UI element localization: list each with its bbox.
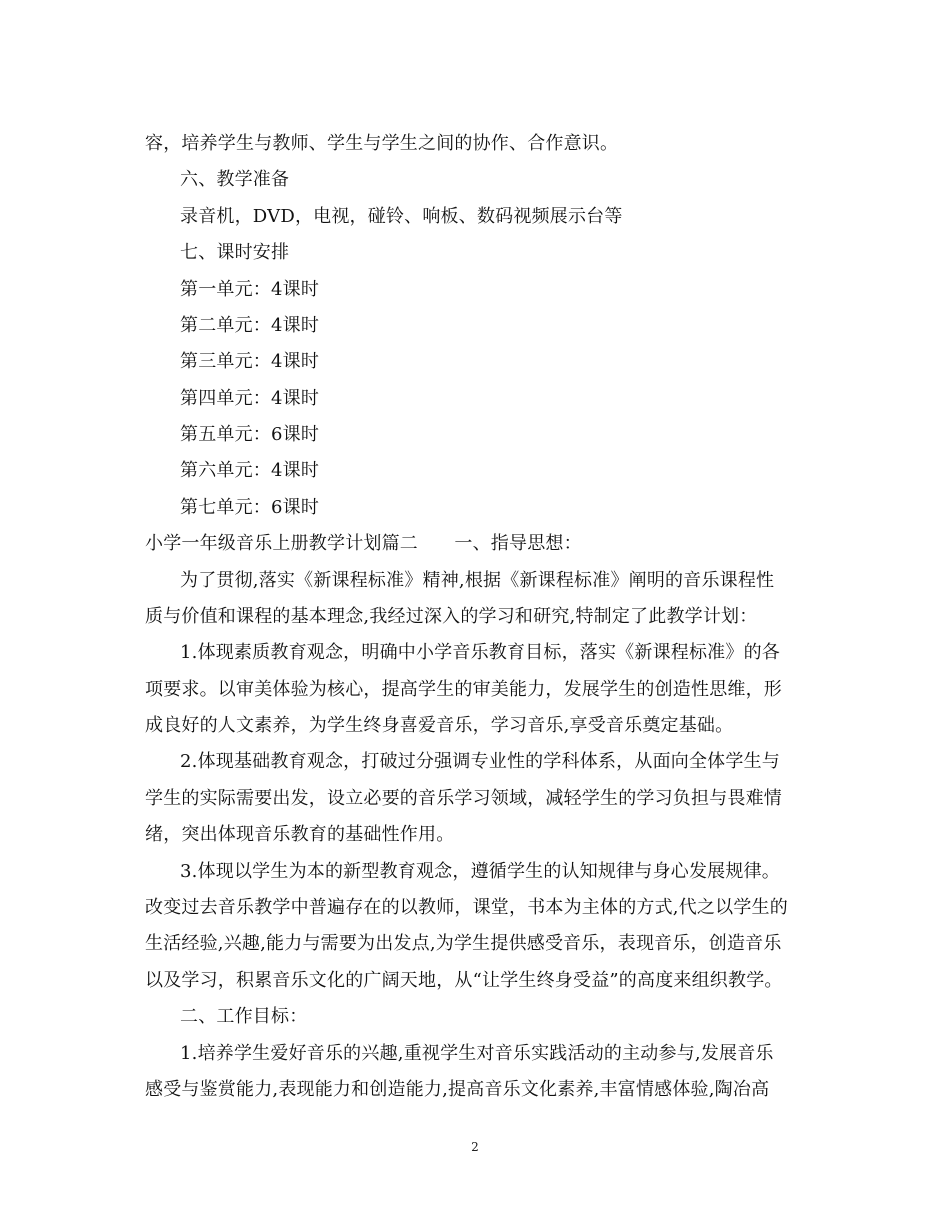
- section-heading: 二、工作目标：: [180, 1006, 308, 1027]
- text-line: 为了贯彻,落实《新课程标准》精神,根据《新课程标准》阐明的音乐课程性: [180, 570, 775, 591]
- text-line: 录音机，DVD，电视，碰铃、响板、数码视频展示台等: [180, 206, 623, 227]
- list-item: 第六单元：4课时: [180, 460, 320, 481]
- text-line: 生活经验,兴趣,能力与需要为出发点,为学生提供感受音乐，表现音乐，创造音乐: [145, 933, 782, 954]
- list-item: 第一单元：4课时: [180, 279, 320, 300]
- text-line: 质与价值和课程的基本理念,我经过深入的学习和研究,特制定了此教学计划：: [145, 606, 758, 627]
- text-line: 绪，突出体现音乐教育的基础性作用。: [145, 824, 455, 845]
- list-item: 第七单元：6课时: [180, 497, 320, 518]
- section-heading: 六、教学准备: [180, 169, 290, 190]
- text-line: 成良好的人文素养，为学生终身喜爱音乐，学习音乐,享受音乐奠定基础。: [145, 715, 734, 736]
- text-line: 容，培养学生与教师、学生与学生之间的协作、合作意识。: [145, 133, 619, 154]
- section-heading: 七、课时安排: [180, 242, 290, 263]
- text-line: 1.体现素质教育观念，明确中小学音乐教育目标，落实《新课程标准》的各: [180, 642, 780, 663]
- section-title: 小学一年级音乐上册教学计划篇二 一、指导思想：: [145, 533, 582, 554]
- list-item: 第五单元：6课时: [180, 424, 320, 445]
- text-line: 改变过去音乐教学中普遍存在的以教师，课堂，书本为主体的方式,代之以学生的: [145, 897, 788, 918]
- list-item: 第四单元：4课时: [180, 388, 320, 409]
- text-line: 项要求。以审美体验为核心，提高学生的审美能力，发展学生的创造性思维，形: [145, 679, 782, 700]
- text-line: 1.培养学生爱好音乐的兴趣,重视学生对音乐实践活动的主动参与,发展音乐: [180, 1043, 774, 1064]
- text-line: 以及学习，积累音乐文化的广阔天地，从“让学生终身受益”的高度来组织教学。: [145, 970, 783, 991]
- list-item: 第二单元：4课时: [180, 315, 320, 336]
- text-line: 2.体现基础教育观念，打破过分强调专业性的学科体系，从面向全体学生与: [180, 751, 780, 772]
- list-item: 第三单元：4课时: [180, 351, 320, 372]
- text-line: 3.体现以学生为本的新型教育观念，遵循学生的认知规律与身心发展规律。: [180, 861, 780, 882]
- text-line: 感受与鉴赏能力,表现能力和创造能力,提高音乐文化素养,丰富情感体验,陶冶高: [145, 1079, 770, 1100]
- text-line: 学生的实际需要出发，设立必要的音乐学习领域，减轻学生的学习负担与畏难情: [145, 788, 782, 809]
- page-number: 2: [471, 1140, 479, 1154]
